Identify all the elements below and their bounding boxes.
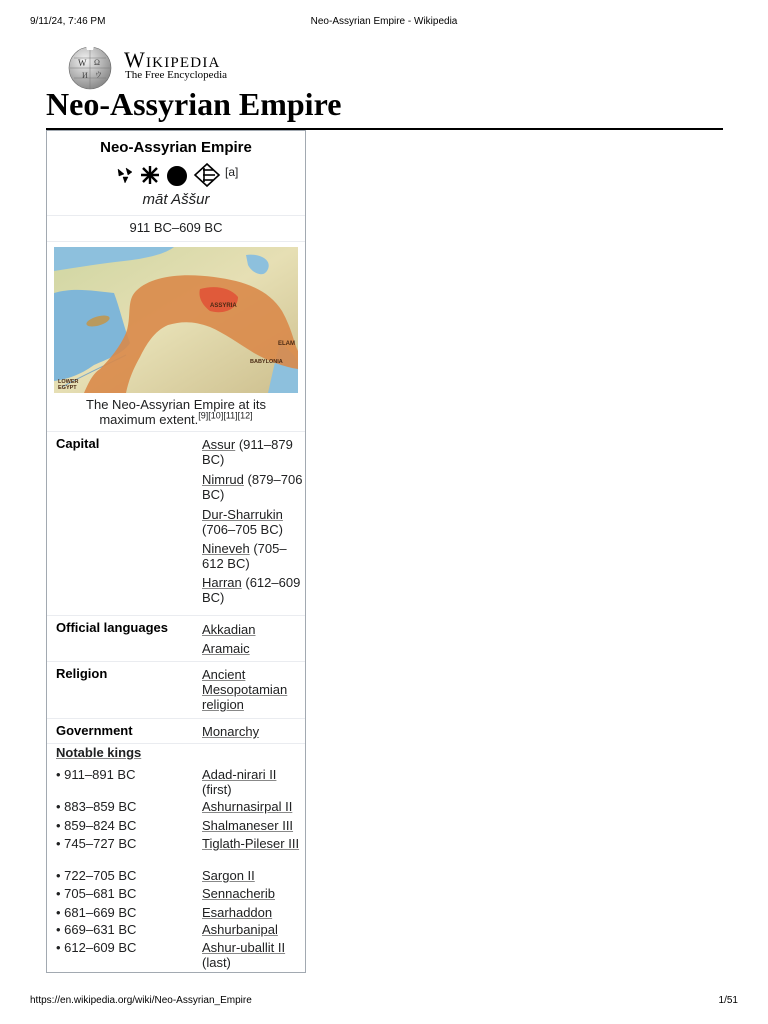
king-link[interactable]: Tiglath-Pileser III bbox=[202, 836, 300, 851]
king-link[interactable]: Ashur-uballit II bbox=[202, 940, 286, 955]
cuneiform-signs-icon bbox=[47, 163, 305, 189]
king-item bbox=[202, 922, 304, 937]
separator bbox=[47, 431, 305, 432]
separator bbox=[47, 743, 305, 744]
separator bbox=[47, 215, 305, 216]
svg-text:ELAM: ELAM bbox=[278, 341, 295, 347]
king-link[interactable]: Esarhaddon bbox=[202, 905, 273, 920]
king-reign: • 859–824 BC bbox=[56, 818, 137, 833]
svg-text:И: И bbox=[82, 71, 88, 80]
native-name: māt Aššur bbox=[142, 191, 210, 208]
svg-text:EGYPT: EGYPT bbox=[58, 385, 77, 391]
svg-text:ASSYRIA: ASSYRIA bbox=[210, 303, 237, 309]
article-title: Neo-Assyrian Empire bbox=[46, 86, 342, 122]
language-item bbox=[202, 622, 304, 637]
language-item bbox=[202, 641, 304, 656]
print-url: https://en.wikipedia.org/wiki/Neo-Assyrian_Empire bbox=[30, 995, 252, 1006]
king-reign: • 722–705 BC bbox=[56, 868, 137, 883]
king-item bbox=[202, 836, 304, 851]
king-item bbox=[202, 940, 304, 970]
svg-text:BABYLONIA: BABYLONIA bbox=[250, 359, 283, 365]
religion-value bbox=[202, 667, 304, 712]
wikipedia-tagline: The Free Encyclopedia bbox=[125, 69, 228, 81]
languages-label: Official languages bbox=[56, 620, 168, 635]
wikipedia-globe-icon[interactable] bbox=[66, 44, 116, 90]
king-link[interactable]: Ashurbanipal bbox=[202, 922, 278, 937]
capital-years: (911–879 BC) bbox=[202, 437, 293, 467]
cuneiform-name bbox=[47, 163, 305, 189]
separator bbox=[47, 615, 305, 616]
king-reign: • 669–631 BC bbox=[56, 922, 137, 937]
capital-link[interactable]: Nineveh bbox=[202, 541, 250, 556]
capital-link[interactable]: Nimrud bbox=[202, 472, 244, 487]
infobox bbox=[46, 130, 306, 973]
king-reign: • 612–609 BC bbox=[56, 940, 137, 955]
king-note: (first) bbox=[202, 782, 232, 797]
king-item bbox=[202, 799, 304, 814]
print-page-number: 1/51 bbox=[718, 995, 738, 1006]
king-item bbox=[202, 868, 304, 883]
capital-years: (879–706 BC) bbox=[202, 472, 303, 502]
king-reign: • 883–859 BC bbox=[56, 799, 137, 814]
capital-years: (612–609 BC) bbox=[202, 575, 301, 605]
map-caption-text: The Neo-Assyrian Empire at its maximum extent. bbox=[86, 397, 266, 427]
king-item bbox=[202, 818, 304, 833]
capital-item bbox=[202, 575, 304, 605]
king-link[interactable]: Adad-nirari II bbox=[202, 767, 277, 782]
empire-extent-map[interactable] bbox=[54, 247, 298, 393]
king-note: (last) bbox=[202, 955, 231, 970]
print-page-title: Neo-Assyrian Empire - Wikipedia bbox=[310, 16, 458, 27]
capital-item bbox=[202, 437, 304, 467]
government-value bbox=[202, 724, 304, 739]
capital-item bbox=[202, 507, 304, 537]
capital-link[interactable]: Assur bbox=[202, 437, 236, 452]
svg-text:W: W bbox=[78, 58, 87, 68]
government-link[interactable]: Monarchy bbox=[202, 724, 260, 739]
capital-item bbox=[202, 472, 304, 502]
capital-link[interactable]: Harran bbox=[202, 575, 242, 590]
caption-references[interactable]: [9][10][11][12] bbox=[198, 410, 253, 421]
religion-label: Religion bbox=[56, 666, 108, 681]
king-link[interactable]: Shalmaneser III bbox=[202, 818, 294, 833]
notable-kings-link[interactable]: Notable kings bbox=[56, 745, 142, 760]
map-caption bbox=[67, 397, 285, 427]
king-reign: • 911–891 BC bbox=[56, 767, 136, 782]
svg-text:Ω: Ω bbox=[94, 58, 100, 67]
infobox-title: Neo-Assyrian Empire bbox=[100, 139, 252, 156]
king-link[interactable]: Sennacherib bbox=[202, 886, 275, 901]
king-item bbox=[202, 905, 304, 920]
government-label: Government bbox=[56, 723, 133, 738]
capital-years: (706–705 BC) bbox=[202, 522, 283, 537]
empire-dates: 911 BC–609 BC bbox=[129, 220, 223, 235]
king-item bbox=[202, 767, 304, 797]
print-datetime: 9/11/24, 7:46 PM bbox=[30, 16, 106, 27]
king-link[interactable]: Ashurnasirpal II bbox=[202, 799, 293, 814]
cuneiform-reference-link[interactable]: [a] bbox=[225, 165, 239, 179]
separator bbox=[47, 661, 305, 662]
capital-item bbox=[202, 541, 304, 571]
capital-years: (705–612 BC) bbox=[202, 541, 287, 571]
capital-link[interactable]: Dur-Sharrukin bbox=[202, 507, 283, 522]
wikipedia-wordmark[interactable]: Wikipedia bbox=[124, 47, 221, 72]
king-reign: • 745–727 BC bbox=[56, 836, 137, 851]
language-link[interactable]: Aramaic bbox=[202, 641, 250, 656]
separator bbox=[47, 241, 305, 242]
king-reign: • 705–681 BC bbox=[56, 886, 137, 901]
king-link[interactable]: Sargon II bbox=[202, 868, 255, 883]
capital-label: Capital bbox=[56, 436, 100, 451]
svg-text:ウ: ウ bbox=[95, 71, 102, 79]
svg-text:LOWER: LOWER bbox=[58, 379, 79, 385]
separator bbox=[47, 718, 305, 719]
language-link[interactable]: Akkadian bbox=[202, 622, 256, 637]
king-item bbox=[202, 886, 304, 901]
king-reign: • 681–669 BC bbox=[56, 905, 137, 920]
religion-link[interactable]: Ancient Mesopotamian religion bbox=[202, 667, 288, 712]
